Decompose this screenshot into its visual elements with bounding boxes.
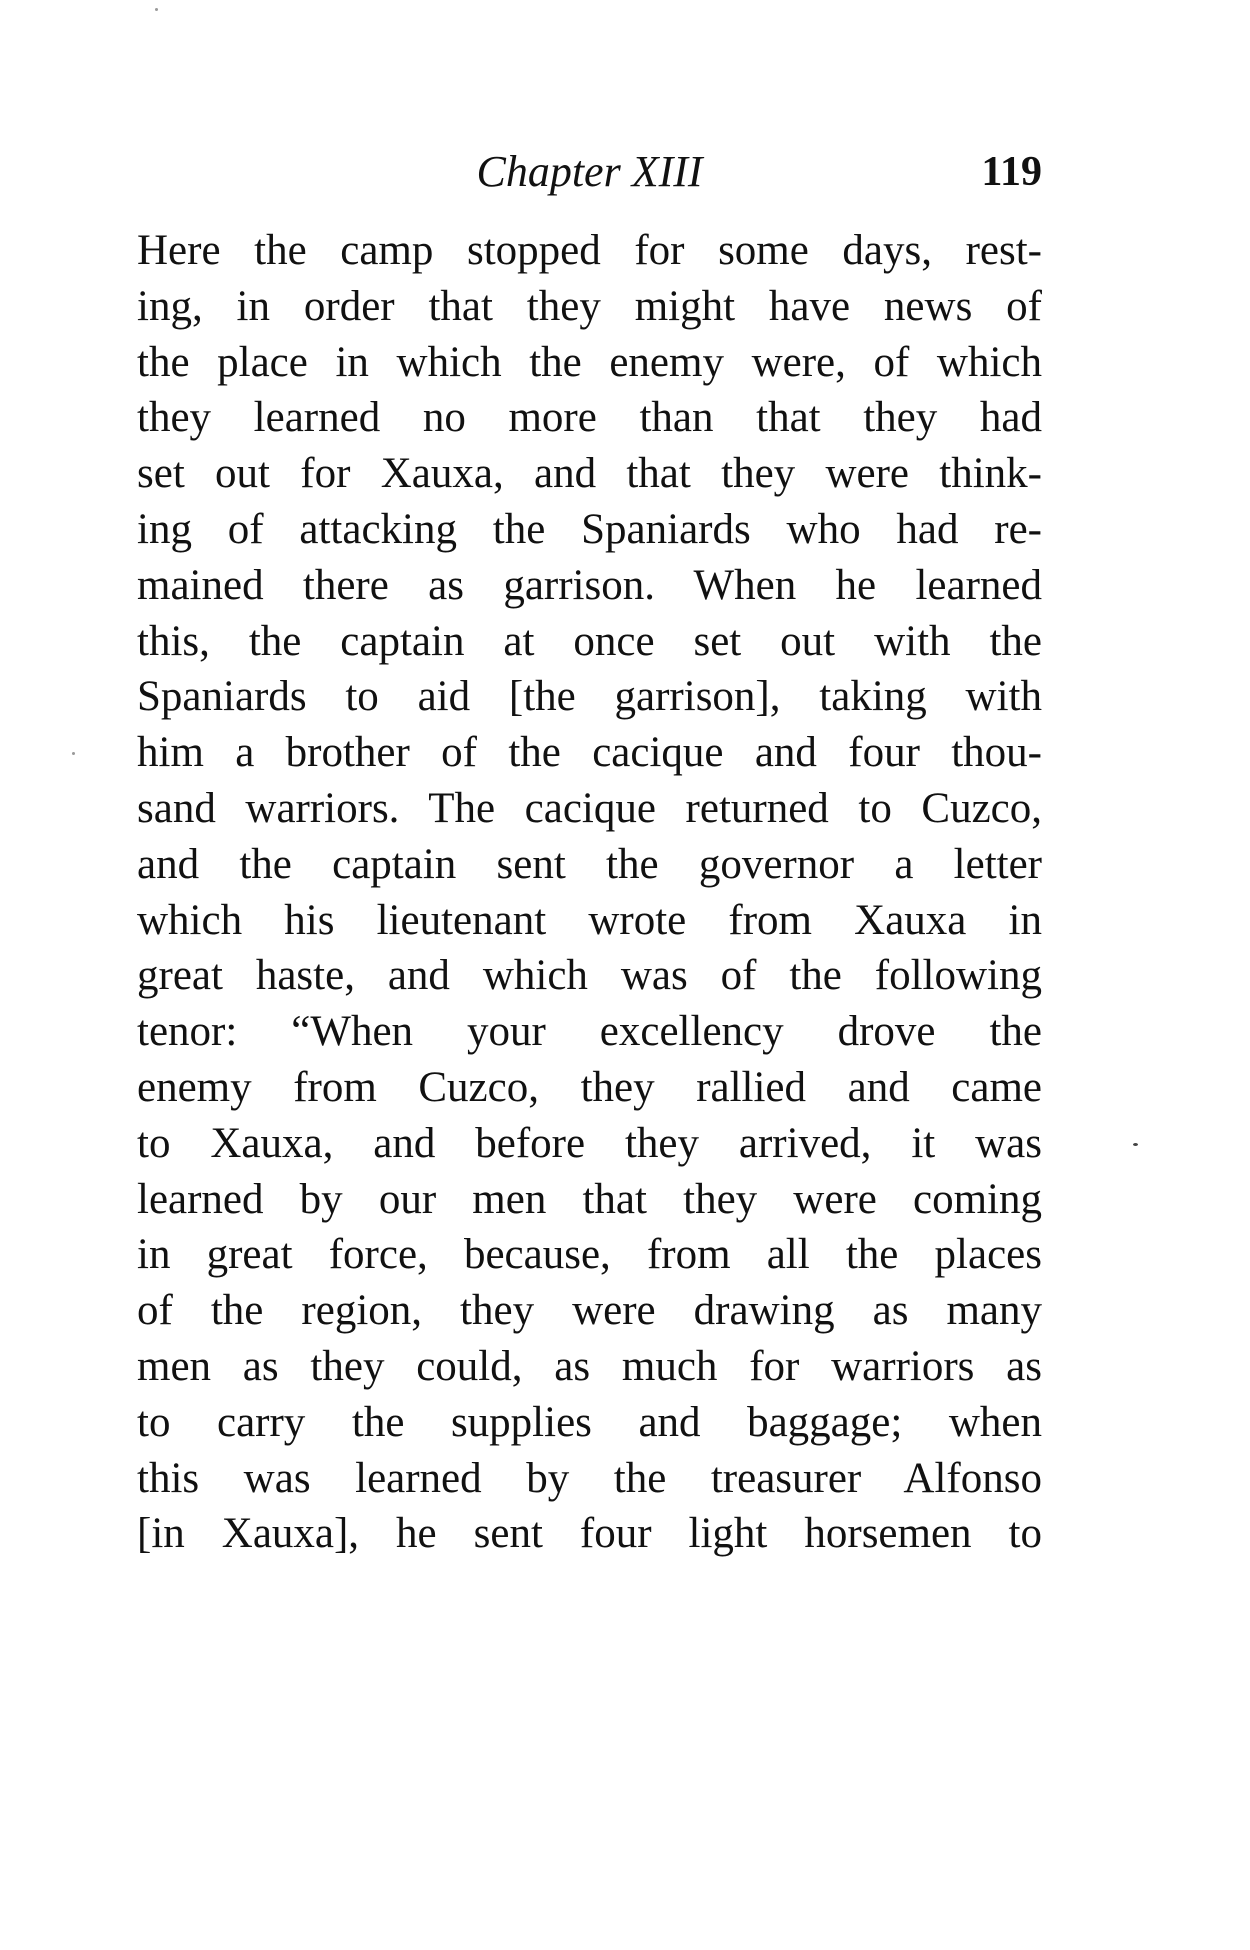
chapter-title: Chapter XIII bbox=[476, 147, 703, 196]
text-line: this was learned by the treasurer Alfonso bbox=[137, 1454, 1042, 1502]
text-line: ing of attacking the Spaniards who had re- bbox=[137, 505, 1042, 553]
text-line: to Xauxa, and before they arrived, it was bbox=[137, 1119, 1042, 1167]
text-line: set out for Xauxa, and that they were think- bbox=[137, 450, 1042, 498]
text-line: enemy from Cuzco, they rallied and came bbox=[137, 1063, 1042, 1111]
text-line: Here the camp stopped for some days, rest- bbox=[137, 227, 1042, 274]
text-line: to carry the supplies and baggage; when bbox=[137, 1398, 1042, 1446]
text-line: him a brother of the cacique and four thou- bbox=[137, 729, 1042, 777]
text-line: in great force, because, from all the places bbox=[137, 1231, 1042, 1279]
text-line: sand warriors. The cacique returned to Cuzco, bbox=[137, 784, 1042, 832]
text-line: ing, in order that they might have news of bbox=[137, 282, 1042, 330]
text-line: great haste, and which was of the following bbox=[137, 952, 1042, 1000]
text-line: and the captain sent the governor a letter bbox=[137, 840, 1042, 888]
text-line: the place in which the enemy were, of which bbox=[137, 338, 1042, 386]
body-text bbox=[137, 223, 1042, 1562]
scan-speck bbox=[1133, 1143, 1138, 1146]
text-line: [in Xauxa], he sent four light horsemen to bbox=[137, 1510, 1042, 1558]
text-line: they learned no more than that they had bbox=[137, 394, 1042, 442]
text-line: of the region, they were drawing as many bbox=[137, 1287, 1042, 1335]
page-number: 119 bbox=[981, 149, 1042, 195]
running-head bbox=[137, 142, 1042, 202]
scan-speck bbox=[155, 8, 158, 11]
text-line: which his lieutenant wrote from Xauxa in bbox=[137, 896, 1042, 944]
text-line: this, the captain at once set out with the bbox=[137, 617, 1042, 665]
text-line: mained there as garrison. When he learned bbox=[137, 561, 1042, 609]
text-line: Spaniards to aid [the garrison], taking with bbox=[137, 673, 1042, 721]
scan-speck bbox=[72, 752, 75, 755]
text-line: tenor: “When your excellency drove the bbox=[137, 1008, 1042, 1056]
text-line: learned by our men that they were coming bbox=[137, 1175, 1042, 1223]
text-line: men as they could, as much for warriors as bbox=[137, 1342, 1042, 1390]
